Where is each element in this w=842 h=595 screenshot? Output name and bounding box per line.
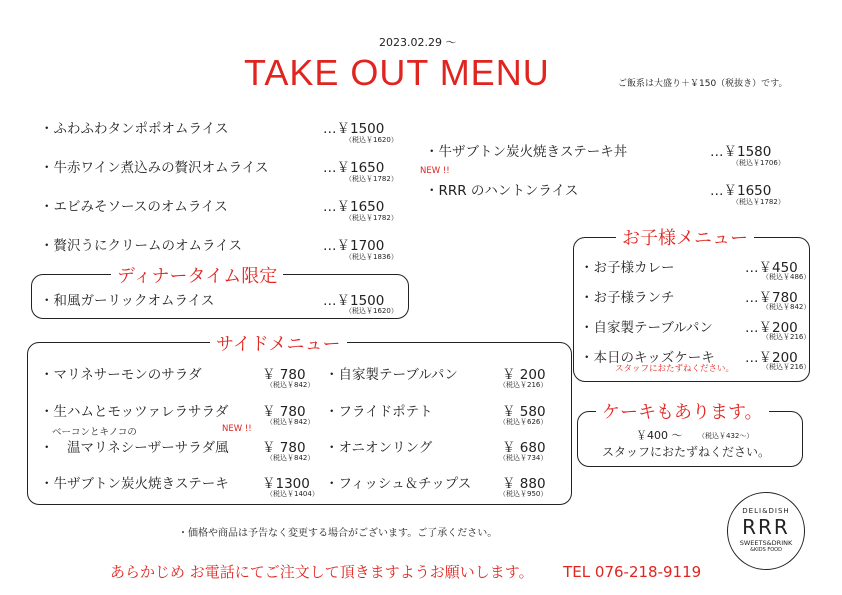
menu-item-price: ￥ 780: [262, 404, 306, 420]
menu-item-price: ￥ 200: [502, 367, 546, 383]
menu-item-price: …￥1650: [710, 183, 772, 199]
menu-item-tax: （税込￥216）: [499, 381, 548, 389]
menu-item-tax: （税込￥216）: [762, 333, 811, 341]
menu-item-price: …￥200: [745, 350, 798, 366]
menu-item-tax: （税込￥842）: [266, 454, 315, 462]
menu-item-name: ・ 温マリネシーザーサラダ風: [40, 440, 229, 456]
menu-item-name: ・牛ザブトン炭火焼きステーキ丼: [425, 144, 628, 160]
menu-item-price: ￥ 680: [502, 440, 546, 456]
menu-item-price: …￥450: [745, 260, 798, 276]
menu-item-name: ・牛赤ワイン煮込みの贅沢オムライス: [40, 160, 269, 176]
menu-item-price: ￥ 880: [502, 476, 546, 492]
menu-item-tax: （税込￥842）: [266, 381, 315, 389]
menu-item-tax: （税込￥734）: [499, 454, 548, 462]
menu-item-price: ￥ 580: [502, 404, 546, 420]
menu-item-name: ・お子様ランチ: [580, 290, 675, 306]
menu-item-price: …￥1500: [323, 121, 385, 137]
menu-item-name: ・和風ガーリックオムライス: [40, 293, 215, 309]
menu-item-price: ￥1300: [262, 476, 310, 492]
cake-note: スタッフにおたずねください。: [602, 445, 771, 459]
logo-line-4: &KIDS FOOD: [750, 547, 782, 553]
menu-item-name: ・生ハムとモッツァレラサラダ: [40, 404, 229, 420]
menu-item-name: ・マリネサーモンのサラダ: [40, 367, 202, 383]
menu-item-tax: （税込￥486）: [762, 273, 811, 281]
phone-number: TEL 076-218-9119: [563, 563, 702, 581]
logo-line-3: SWEETS&DRINK: [739, 539, 793, 547]
cake-box-title: ケーキもあります。: [596, 398, 769, 424]
menu-item-price: …￥1650: [323, 199, 385, 215]
logo-line-1: DELI&DISH: [742, 507, 790, 515]
order-call-text: あらかじめ お電話にてご注文して頂きますようお願いします。: [110, 563, 534, 581]
kids-menu-title: お子様メニュー: [616, 224, 754, 250]
menu-item-subtitle: ベーコンとキノコの: [52, 427, 137, 438]
price-change-note: ・価格や商品は予告なく変更する場合がございます。ご了承ください。: [178, 528, 498, 539]
menu-item-tax: （税込￥1782）: [345, 175, 398, 183]
menu-item-price: …￥780: [745, 290, 798, 306]
rice-upsize-note: ご飯系は大盛り＋￥150（税抜き）です。: [618, 79, 788, 89]
menu-item-name: ・自家製テーブルパン: [325, 367, 458, 383]
menu-item-tax: （税込￥1836）: [345, 253, 398, 261]
menu-item-tax: （税込￥1706）: [732, 159, 785, 167]
menu-item-price: ￥ 780: [262, 367, 306, 383]
menu-item-price: …￥1700: [323, 238, 385, 254]
menu-item-price: …￥200: [745, 320, 798, 336]
menu-item-name: ・フライドポテト: [325, 404, 433, 420]
menu-item-tax: （税込￥842）: [266, 418, 315, 426]
menu-item-tax: （税込￥1782）: [345, 214, 398, 222]
dinner-box-title: ディナータイム限定: [111, 262, 283, 288]
side-menu-title: サイドメニュー: [210, 330, 347, 356]
menu-item-tax: （税込￥1782）: [732, 198, 785, 206]
menu-item-name: ・牛ザブトン炭火焼きステーキ: [40, 476, 229, 492]
new-badge: NEW !!: [222, 424, 252, 434]
page-title: TAKE OUT MENU: [244, 52, 550, 93]
menu-item-tax: （税込￥1620）: [345, 136, 398, 144]
rrr-logo: [727, 492, 805, 570]
order-call-note: [110, 561, 701, 582]
menu-item-price: …￥1650: [323, 160, 385, 176]
menu-item-name: ・RRR のハントンライス: [425, 183, 579, 199]
new-badge: NEW !!: [420, 166, 450, 176]
menu-item-tax: （税込￥1404）: [266, 490, 319, 498]
menu-item-tax: （税込￥1620）: [345, 307, 398, 315]
kids-cake-note: スタッフにおたずねください。: [615, 364, 735, 374]
menu-date: 2023.02.29 ～: [379, 36, 457, 49]
menu-item-price: ￥ 780: [262, 440, 306, 456]
menu-item-name: ・オニオンリング: [325, 440, 433, 456]
menu-item-tax: （税込￥950）: [499, 490, 548, 498]
menu-item-tax: （税込￥216）: [762, 363, 811, 371]
cake-price: ￥400 ～: [636, 429, 683, 442]
menu-item-name: ・お子様カレー: [580, 260, 675, 276]
menu-item-name: ・自家製テーブルパン: [580, 320, 713, 336]
menu-item-tax: （税込￥842）: [762, 303, 811, 311]
logo-line-2: RRR: [742, 515, 790, 539]
menu-item-name: ・フィッシュ＆チップス: [325, 476, 472, 492]
menu-item-name: ・贅沢うにクリームのオムライス: [40, 238, 242, 254]
menu-item-price: …￥1500: [323, 293, 385, 309]
menu-item-price: …￥1580: [710, 144, 772, 160]
menu-item-name: ・エビみそソースのオムライス: [40, 199, 228, 215]
menu-item-name: ・ふわふわタンポポオムライス: [40, 121, 229, 137]
menu-item-tax: （税込￥626）: [499, 418, 548, 426]
menu-item-name: ・本日のキッズケーキ: [580, 350, 715, 366]
cake-tax: （税込￥432～）: [698, 432, 754, 440]
